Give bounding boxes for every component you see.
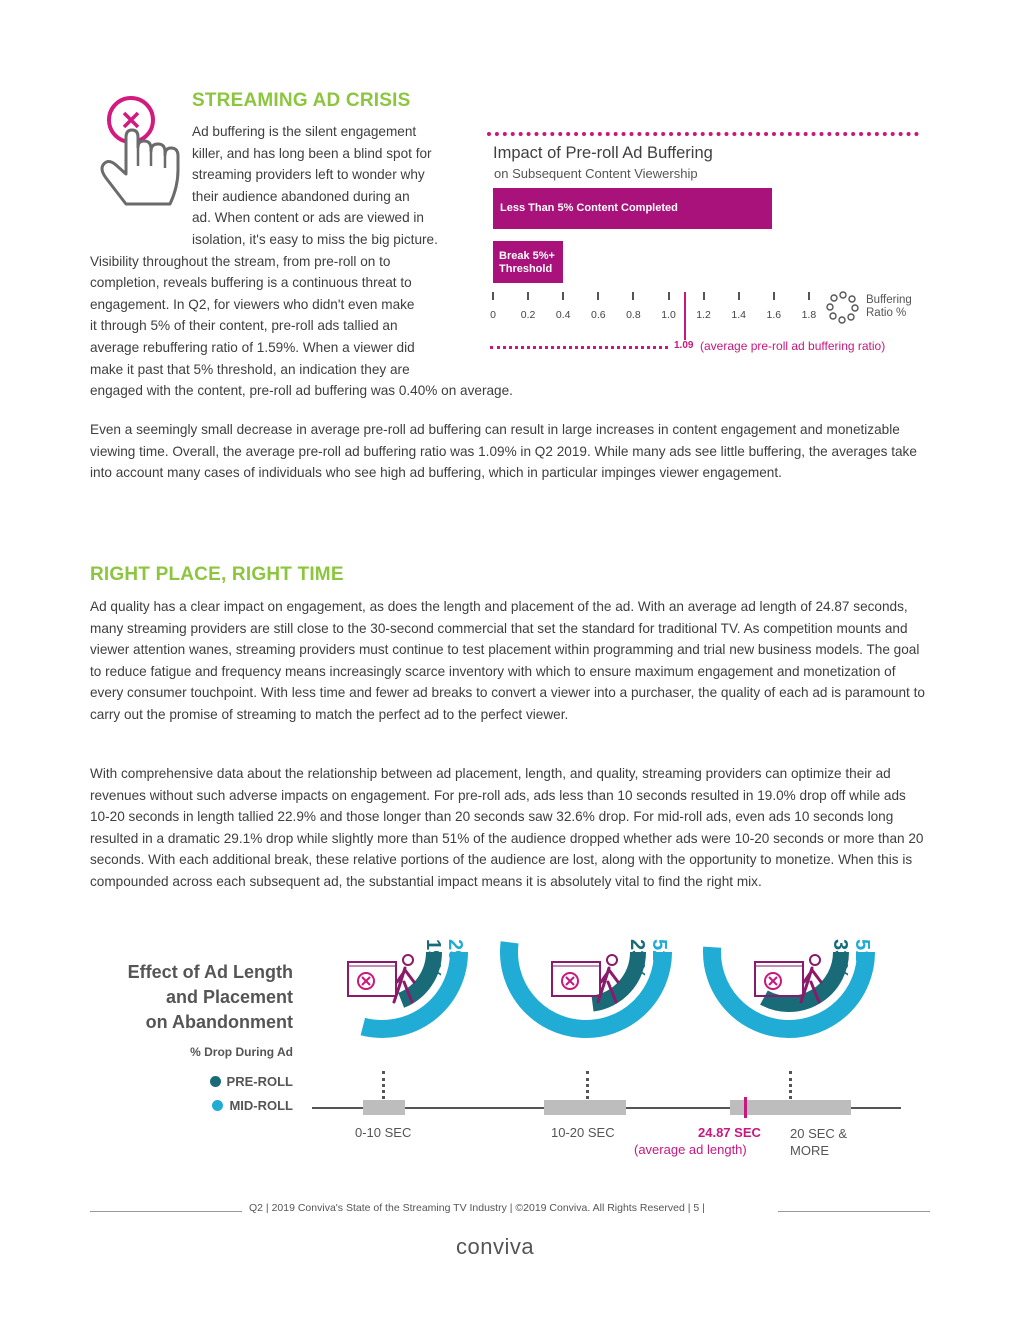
- timeline-segment: [730, 1100, 851, 1115]
- connector-dots: [382, 1071, 385, 1099]
- chart-title: Effect of Ad Length and Placement on Abandonment: [127, 962, 293, 1032]
- x-tick-label: 0: [490, 309, 496, 321]
- x-tick-mark: [738, 292, 740, 300]
- mid-roll-percent-label: 29%: [444, 939, 466, 980]
- time-label-20-plus: 20 SEC & MORE: [790, 1126, 848, 1158]
- bar-less-than-5pct: [493, 188, 772, 229]
- x-tick-mark: [562, 292, 564, 300]
- x-tick-label: 1.4: [731, 309, 746, 321]
- paragraph-line: ad. When content or ads are viewed in: [192, 210, 424, 225]
- time-label-0-10: 0-10 SEC: [355, 1125, 412, 1140]
- x-tick-label: 1.0: [661, 309, 676, 321]
- chart-title: Impact of Pre-roll Ad Buffering: [493, 144, 713, 162]
- paragraph: Ad quality has a clear impact on engagement, as does the length and placement of the ad. With an average ad length of 24.87 seconds, many streaming providers are still close to the 30-second commercial that set the standard for traditional TV. As competition mounts and viewer attention wanes, streaming providers must continue to test placement within programming and trial new business models. The goal to reduce fatigue and frequency means increasingly scarce inventory with which to ensure maximum engagement and monetization of every consumer touchpoint. With less time and fewer ad breaks to convert a viewer into a purchaser, the quality of each ad is paramount to carry out the promise of streaming to match the perfect ad to the perfect viewer.: [90, 599, 925, 722]
- x-tick-label: 1.2: [696, 309, 711, 321]
- paragraph-line: it through 5% of their content, pre-roll ads tallied an: [90, 318, 398, 333]
- x-tick-label: 0.2: [520, 309, 536, 321]
- axis-label: Buffering: [866, 294, 912, 306]
- avg-marker-line: [684, 292, 686, 340]
- legend-mid-roll: MID-ROLL: [180, 1097, 293, 1115]
- mid-roll-percent-label: 52%: [648, 939, 670, 980]
- x-tick-mark: [773, 292, 775, 300]
- footer-rule-left: [90, 1211, 242, 1212]
- buffering-ratio-icon: [826, 290, 860, 324]
- timeline-segment: [363, 1100, 405, 1115]
- x-tick-label: 0.8: [626, 309, 641, 321]
- connector-dots: [586, 1071, 589, 1099]
- chart-subtitle: % Drop During Ad: [190, 1045, 293, 1059]
- paragraph-line: killer, and has long been a blind spot for: [192, 146, 432, 161]
- avg-label: (average pre-roll ad buffering ratio): [700, 339, 886, 353]
- x-tick-mark: [527, 292, 529, 300]
- paragraph-line: make it past that 5% threshold, an indication they are: [90, 362, 410, 377]
- avg-time-label: (average ad length): [634, 1142, 747, 1157]
- section-heading-streaming-ad-crisis: STREAMING AD CRISIS: [192, 90, 411, 111]
- mid-roll-percent-label: 51%: [851, 939, 873, 980]
- bar-label: Threshold: [499, 263, 553, 275]
- x-tick-mark: [597, 292, 599, 300]
- timeline-segment: [544, 1100, 626, 1115]
- bar-label: Break 5%+: [499, 250, 555, 262]
- chart-subtitle: on Subsequent Content Viewership: [494, 166, 698, 181]
- avg-value: 1.09: [674, 340, 694, 351]
- x-tick-label: 0.6: [590, 309, 606, 321]
- avg-length-marker: [744, 1097, 747, 1118]
- footer-text: Q2 | 2019 Conviva's State of the Streaming TV Industry | ©2019 Conviva. All Rights Reserved | 5 |: [249, 1202, 705, 1214]
- paragraph-line: engaged with the content, pre-roll ad buffering was 0.40% on average.: [90, 383, 513, 398]
- x-tick-label: 1.8: [801, 309, 817, 321]
- hand-click-icon: [96, 92, 188, 210]
- paragraph-line: engagement. In Q2, for viewers who didn't even make: [90, 297, 415, 312]
- pre-roll-percent-label: 19%: [422, 939, 444, 980]
- x-tick-label: 0.4: [555, 309, 571, 321]
- x-tick-label: 1.6: [766, 309, 782, 321]
- axis-label: Ratio %: [866, 307, 907, 319]
- paragraph-line: Ad buffering is the silent engagement: [192, 124, 417, 139]
- avg-dotted-line: [490, 346, 668, 349]
- x-tick-mark: [808, 292, 810, 300]
- dotted-rule: [487, 132, 919, 140]
- conviva-logo: conviva: [456, 1234, 535, 1259]
- x-tick-mark: [703, 292, 705, 300]
- bar-label: Less Than 5% Content Completed: [500, 202, 678, 214]
- time-label-10-20: 10-20 SEC: [551, 1125, 615, 1140]
- abandonment-arcs: [0, 930, 1020, 1130]
- paragraph-line: streaming providers left to wonder why: [192, 167, 425, 182]
- x-tick-mark: [668, 292, 670, 300]
- connector-dots: [789, 1071, 792, 1099]
- paragraph-line: completion, reveals buffering is a continuous threat to: [90, 275, 412, 290]
- paragraph: With comprehensive data about the relationship between ad placement, length, and quality, streaming providers can optimize their ad revenues without such adverse impacts on engagement. For pre-roll ads, ads less than 10 seconds resulted in 19.0% drop off while ads 10-20 seconds in length tallied 22.9% and those longer than 20 seconds saw 32.6% drop. For mid-roll ads, even ads 10 seconds long resulted in a dramatic 29.1% drop while slightly more than 51% of the audience dropped whether ads were 10-20 seconds or more than 20 seconds. With each additional break, these relative portions of the audience are lost, along with the opportunity to monetize. When this is compounded across each subsequent ad, the substantial impact means it is absolutely vital to find the right mix.: [90, 766, 924, 889]
- paragraph-line: average rebuffering ratio of 1.59%. When a viewer did: [90, 340, 415, 355]
- footer-rule-right: [778, 1211, 930, 1212]
- paragraph: Even a seemingly small decrease in average pre-roll ad buffering can result in large increases in content engagement and monetizable viewing time. Overall, the average pre-roll ad buffering ratio was 1.09% in Q2 2019. While many ads see little buffering, the averages take into account many cases of individuals who see high ad buffering, which in particular impinges viewer engagement.: [90, 422, 917, 481]
- pre-roll-percent-label: 33%: [829, 939, 851, 980]
- legend-pre-roll: PRE-ROLL: [180, 1073, 293, 1091]
- paragraph-line: isolation, it's easy to miss the big picture.: [192, 232, 438, 247]
- avg-time-value: 24.87 SEC: [698, 1125, 761, 1140]
- bar-break-5pct-threshold: [493, 241, 563, 283]
- paragraph-line: their audience abandoned during an: [192, 189, 410, 204]
- x-tick-mark: [632, 292, 634, 300]
- section-heading-right-place-right-time: RIGHT PLACE, RIGHT TIME: [90, 564, 344, 585]
- pre-roll-percent-label: 23%: [626, 939, 648, 980]
- x-tick-mark: [492, 292, 494, 300]
- paragraph-line: Visibility throughout the stream, from pre-roll on to: [90, 254, 391, 269]
